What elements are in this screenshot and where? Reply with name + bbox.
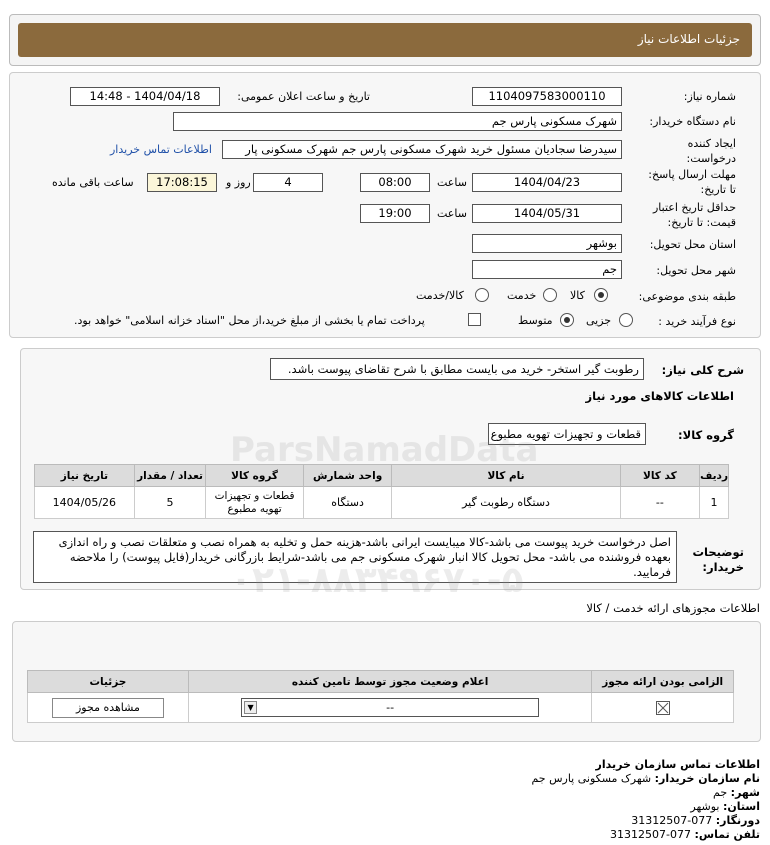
goods-cell-unit: دستگاه: [303, 487, 392, 519]
price-validity-label-2: قیمت: تا تاریخ:: [667, 216, 736, 229]
category-goods-service-radio[interactable]: [475, 288, 489, 302]
process-label: نوع فرآیند خرید :: [658, 315, 736, 328]
goods-col-unit: واحد شمارش: [303, 465, 392, 487]
goods-cell-qty: 5: [134, 487, 206, 519]
goods-table-header-row: [35, 465, 729, 487]
creator-label-2: درخواست:: [686, 152, 736, 165]
contact-title: اطلاعات تماس سازمان خریدار: [595, 758, 760, 771]
license-col-status: اعلام وضعیت مجوز توسط تامین کننده: [188, 671, 592, 693]
contact-province-value: بوشهر: [690, 800, 720, 813]
goods-cell-code: --: [620, 487, 699, 519]
treasury-checkbox[interactable]: [468, 313, 481, 326]
goods-group-field: قطعات و تجهیزات تهویه مطبوع: [488, 423, 646, 445]
goods-cell-group: قطعات و تجهیزات تهویه مطبوع: [206, 487, 303, 519]
reply-deadline-label: مهلت ارسال پاسخ:: [648, 168, 736, 181]
goods-cell-name: دستگاه رطوبت گیر: [392, 487, 620, 519]
page-header: [18, 23, 752, 57]
goods-cell-date: 1404/05/26: [35, 487, 135, 519]
announce-datetime-label: تاریخ و ساعت اعلان عمومی:: [237, 90, 370, 103]
reply-deadline-time: 08:00: [360, 173, 430, 192]
price-validity-date: 1404/05/31: [472, 204, 622, 223]
goods-col-date: تاریخ نیاز: [35, 465, 135, 487]
city-field: جم: [472, 260, 622, 279]
category-goods-radio[interactable]: [594, 288, 608, 302]
license-section-title: اطلاعات مجوزهای ارائه خدمت / کالا: [586, 601, 760, 615]
contact-city-label: شهر:: [730, 786, 760, 799]
creator-field: سیدرضا سجادیان مسئول خرید شهرک مسکونی پارس جم شهرک مسکونی پار: [222, 140, 622, 159]
license-col-required: الزامی بودن ارائه مجوز: [592, 671, 734, 693]
remaining-days-field: 4: [253, 173, 323, 192]
buyer-name-label: نام دستگاه خریدار:: [649, 115, 736, 128]
category-service-radio[interactable]: [543, 288, 557, 302]
contact-fax-label: دورنگار:: [715, 814, 760, 827]
remaining-time-label: ساعت باقی مانده: [52, 176, 134, 189]
table-row: [35, 487, 729, 519]
summary-field: رطوبت گیر استخر- خرید می بایست مطابق با شرح تقاضای پیوست باشد.: [270, 358, 644, 380]
page-header-container: [9, 14, 761, 66]
contact-phone-label: تلفن تماس:: [694, 828, 760, 841]
license-required-cell: [592, 693, 734, 723]
creator-label: ایجاد کننده: [687, 137, 736, 150]
process-minor-radio[interactable]: [619, 313, 633, 327]
city-label: شهر محل تحویل:: [656, 264, 736, 277]
contact-phone-value: 077-31312507: [610, 828, 692, 841]
announce-datetime-field: 1404/04/18 - 14:48: [70, 87, 220, 106]
license-details-cell: [28, 693, 189, 723]
view-license-button[interactable]: مشاهده مجوز: [52, 698, 164, 718]
table-row: [28, 693, 734, 723]
remaining-time-field: 17:08:15: [147, 173, 217, 192]
contact-province-line: [690, 800, 760, 813]
goods-col-group: گروه کالا: [206, 465, 303, 487]
process-medium-radio[interactable]: [560, 313, 574, 327]
category-goods-service-label: کالا/خدمت: [416, 289, 464, 302]
dropdown-arrow-icon: ▼: [244, 701, 257, 714]
contact-org-label: نام سازمان خریدار:: [654, 772, 760, 785]
need-number-label: شماره نیاز:: [683, 90, 736, 103]
license-table-header-row: [28, 671, 734, 693]
buyer-contact-link[interactable]: اطلاعات تماس خریدار: [110, 143, 212, 156]
contact-org-line: [531, 772, 760, 785]
category-service-label: خدمت: [507, 289, 537, 302]
goods-table: [34, 464, 729, 519]
goods-section-title: اطلاعات کالاهای مورد نیاز: [585, 389, 734, 403]
price-validity-time-label: ساعت: [437, 207, 467, 220]
buyer-notes-label-2: خریدار:: [702, 560, 744, 574]
contact-org-value: شهرک مسکونی پارس جم: [531, 772, 652, 785]
price-validity-label: حداقل تاریخ اعتبار: [652, 201, 736, 214]
buyer-name-field: شهرک مسکونی پارس جم: [173, 112, 622, 131]
buyer-notes-label: توضیحات: [692, 545, 744, 559]
days-label: روز و: [226, 176, 251, 189]
license-status-select[interactable]: [241, 698, 539, 717]
reply-deadline-date: 1404/04/23: [472, 173, 622, 192]
reply-time-label: ساعت: [437, 176, 467, 189]
summary-label: شرح کلی نیاز:: [661, 363, 744, 377]
treasury-note: پرداخت تمام یا بخشی از مبلغ خرید،از محل "اسناد خزانه اسلامی" خواهد بود.: [74, 314, 425, 327]
province-label: استان محل تحویل:: [649, 238, 736, 251]
goods-col-name: نام کالا: [392, 465, 620, 487]
license-table: [27, 670, 734, 723]
process-medium-label: متوسط: [518, 314, 553, 327]
license-status-cell: [188, 693, 592, 723]
contact-city-line: [713, 786, 760, 799]
goods-col-row: ردیف: [700, 465, 729, 487]
license-status-value: --: [386, 701, 395, 714]
page-title: جزئیات اطلاعات نیاز: [637, 32, 740, 46]
category-label: طبقه بندی موضوعی:: [638, 290, 736, 303]
reply-deadline-label-2: تا تاریخ:: [700, 183, 736, 196]
goods-group-label: گروه کالا:: [678, 428, 734, 442]
goods-col-qty: تعداد / مقدار: [134, 465, 206, 487]
contact-phone-line: [610, 828, 760, 841]
license-col-details: جزئیات: [28, 671, 189, 693]
process-minor-label: جزیی: [586, 314, 612, 327]
province-field: بوشهر: [472, 234, 622, 253]
goods-cell-row: 1: [700, 487, 729, 519]
contact-fax-line: [631, 814, 760, 827]
contact-fax-value: 077-31312507: [631, 814, 713, 827]
category-goods-label: کالا: [570, 289, 585, 302]
goods-col-code: کد کالا: [620, 465, 699, 487]
price-validity-time: 19:00: [360, 204, 430, 223]
contact-city-value: جم: [713, 786, 728, 799]
contact-province-label: استان:: [723, 800, 760, 813]
buyer-notes-field: اصل درخواست خرید پیوست می باشد-کالا میبایست ایرانی باشد-هزینه حمل و تخلیه به همراه نصب و متعلقات نصب و راه اندازی بعهده فروشنده می باشد- محل تحویل کالا انبار شهرک مسکونی جم می باشد-شرایط بازرگانی خریدار(فایل پیوست) را ملاحضه فرمایید.: [33, 531, 677, 583]
need-number-field: 1104097583000110: [472, 87, 622, 106]
checkbox-crossed-icon: [656, 701, 670, 715]
